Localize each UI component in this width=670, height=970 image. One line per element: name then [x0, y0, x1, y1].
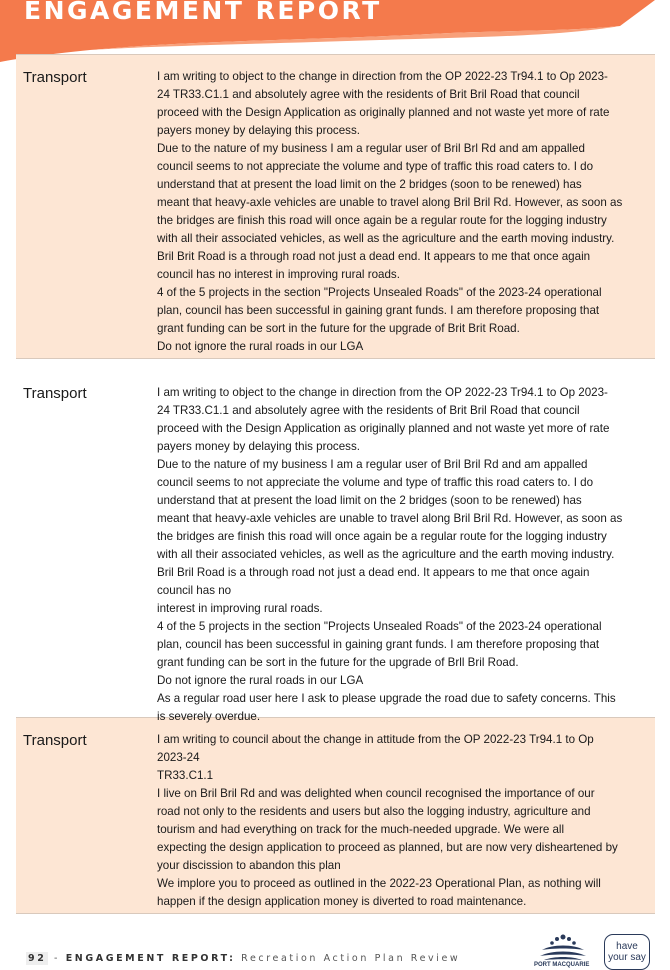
comment-line: grant funding can be sort in the future for the upgrade of Brll Bril Road.	[157, 656, 519, 669]
comment-line: proceed with the Design Application as originally planned and not waste yet more of rate	[157, 106, 610, 119]
footer-subtitle: Recreation Action Plan Review	[235, 953, 461, 964]
comment-cell	[148, 718, 648, 913]
comment-line: meant that heavy-axle vehicles are unable to travel along Bril Bril Rd. However, as soon as	[157, 196, 623, 209]
comment-line: the bridges are finish this road will once again be a regular route for the logging industry	[157, 530, 607, 543]
category-cell: Transport	[23, 385, 87, 402]
comment-line: Bril Brit Road is a through road not just a dead end. It appears to me that once again	[157, 250, 591, 263]
comment-line: 4 of the 5 projects in the section "Projects Unsealed Roads" of the 2023-24 operational	[157, 620, 602, 633]
comment-line: I am writing to object to the change in direction from the OP 2022-23 Tr94.1 to Op 2023-	[157, 386, 608, 399]
comment-line: 2023-24	[157, 751, 200, 764]
comment-line: Due to the nature of my business I am a regular user of Bril Brl Rd and am appalled	[157, 142, 585, 155]
comment-line: payers money by delaying this process.	[157, 440, 360, 453]
feedback-table	[16, 54, 655, 914]
comment-line: plan, council has been successful in gaining grant funds. I am therefore proposing that	[157, 304, 600, 317]
badge-line-2: your say	[608, 952, 646, 963]
comment-line: proceed with the Design Application as originally planned and not waste yet more of rate	[157, 422, 610, 435]
comment-line: TR33.C1.1	[157, 769, 214, 782]
comment-line: grant funding can be sort in the future for the upgrade of Brit Brit Road.	[157, 322, 520, 335]
feedback-row	[16, 717, 655, 913]
comment-line: Do not ignore the rural roads in our LGA	[157, 674, 364, 687]
feedback-row	[16, 371, 655, 723]
comment-line: your discission to abandon this plan	[157, 859, 341, 872]
comment-line: As a regular road user here I ask to please upgrade the road due to safety concerns. This	[157, 692, 616, 705]
comment-line: happen if the design application money is diverted to road maintenance.	[157, 895, 527, 908]
comment-line: I am writing to council about the change in attitude from the OP 2022-23 Tr94.1 to Op	[157, 733, 594, 746]
comment-line: council seems to not appreciate the volume and type of traffic this road caters to. I do	[157, 476, 594, 489]
row-divider	[16, 358, 655, 371]
have-your-say-badge[interactable]	[604, 934, 650, 970]
comment-line: plan, council has been successful in gaining grant funds. I am therefore proposing that	[157, 638, 600, 651]
footer-label: ENGAGEMENT REPORT:	[65, 953, 236, 964]
footer-separator: -	[48, 953, 66, 964]
comment-line: Do not ignore the rural roads in our LGA	[157, 340, 364, 353]
comment-line: payers money by delaying this process.	[157, 124, 360, 137]
comment-line: the bridges are finish this road will once again be a regular route for the logging industry	[157, 214, 607, 227]
comment-line: 24 TR33.C1.1 and absolutely agree with the residents of Brit Bril Road that council	[157, 88, 580, 101]
comment-line: I am writing to object to the change in direction from the OP 2022-23 Tr94.1 to Op 2023-	[157, 70, 608, 83]
comment-line: with all their associated vehicles, as well as the agriculture and the earth moving industry.	[157, 232, 615, 245]
row-divider	[16, 913, 655, 914]
comment-line: road not only to the residents and users but also the logging industry, agriculture and	[157, 805, 591, 818]
comment-line: with all their associated vehicles, as well as the agriculture and the earth moving industry.	[157, 548, 615, 561]
badge-line-1: have	[616, 941, 638, 952]
comment-line: understand that at present the load limit on the 2 bridges (soon to be renewed) has	[157, 494, 582, 507]
comment-line: 24 TR33.C1.1 and absolutely agree with the residents of Brit Bril Road that council	[157, 404, 580, 417]
comment-line: expecting the design application to proceed as planned, but are now very disheartened by	[157, 841, 618, 854]
comment-line: Due to the nature of my business I am a regular user of Bril Bril Rd and am appalled	[157, 458, 588, 471]
category-cell: Transport	[23, 732, 87, 749]
page-number: 92	[28, 953, 47, 964]
comment-line: tourism and had everything on track for the much-needed upgrade. We were all	[157, 823, 565, 836]
comment-line: Bril Bril Road is a through road not just a dead end. It appears to me that once again	[157, 566, 590, 579]
comment-line: is severely overdue.	[157, 710, 261, 723]
category-cell: Transport	[23, 69, 87, 86]
comment-cell	[148, 55, 648, 358]
comment-line: council seems to not appreciate the volume and type of traffic this road caters to. I do	[157, 160, 594, 173]
comment-line: interest in improving rural roads.	[157, 602, 323, 615]
comment-line: council has no interest in improving rural roads.	[157, 268, 400, 281]
council-logo-text: PORT MACQUARIE	[534, 962, 590, 968]
comment-line: understand that at present the load limit on the 2 bridges (soon to be renewed) has	[157, 178, 582, 191]
comment-cell	[148, 371, 648, 723]
page-footer	[26, 953, 460, 964]
feedback-row	[16, 55, 655, 358]
comment-line: council has no	[157, 584, 232, 597]
comment-line: We implore you to proceed as outlined in the 2022-23 Operational Plan, as nothing will	[157, 877, 601, 890]
comment-line: meant that heavy-axle vehicles are unable to travel along Bril Bril Rd. However, as soon as	[157, 512, 623, 525]
comment-line: I live on Bril Bril Rd and was delighted when council recognised the importance of our	[157, 787, 595, 800]
page-title: ENGAGEMENT REPORT	[24, 0, 382, 25]
comment-line: 4 of the 5 projects in the section "Projects Unsealed Roads" of the 2023-24 operational	[157, 286, 602, 299]
